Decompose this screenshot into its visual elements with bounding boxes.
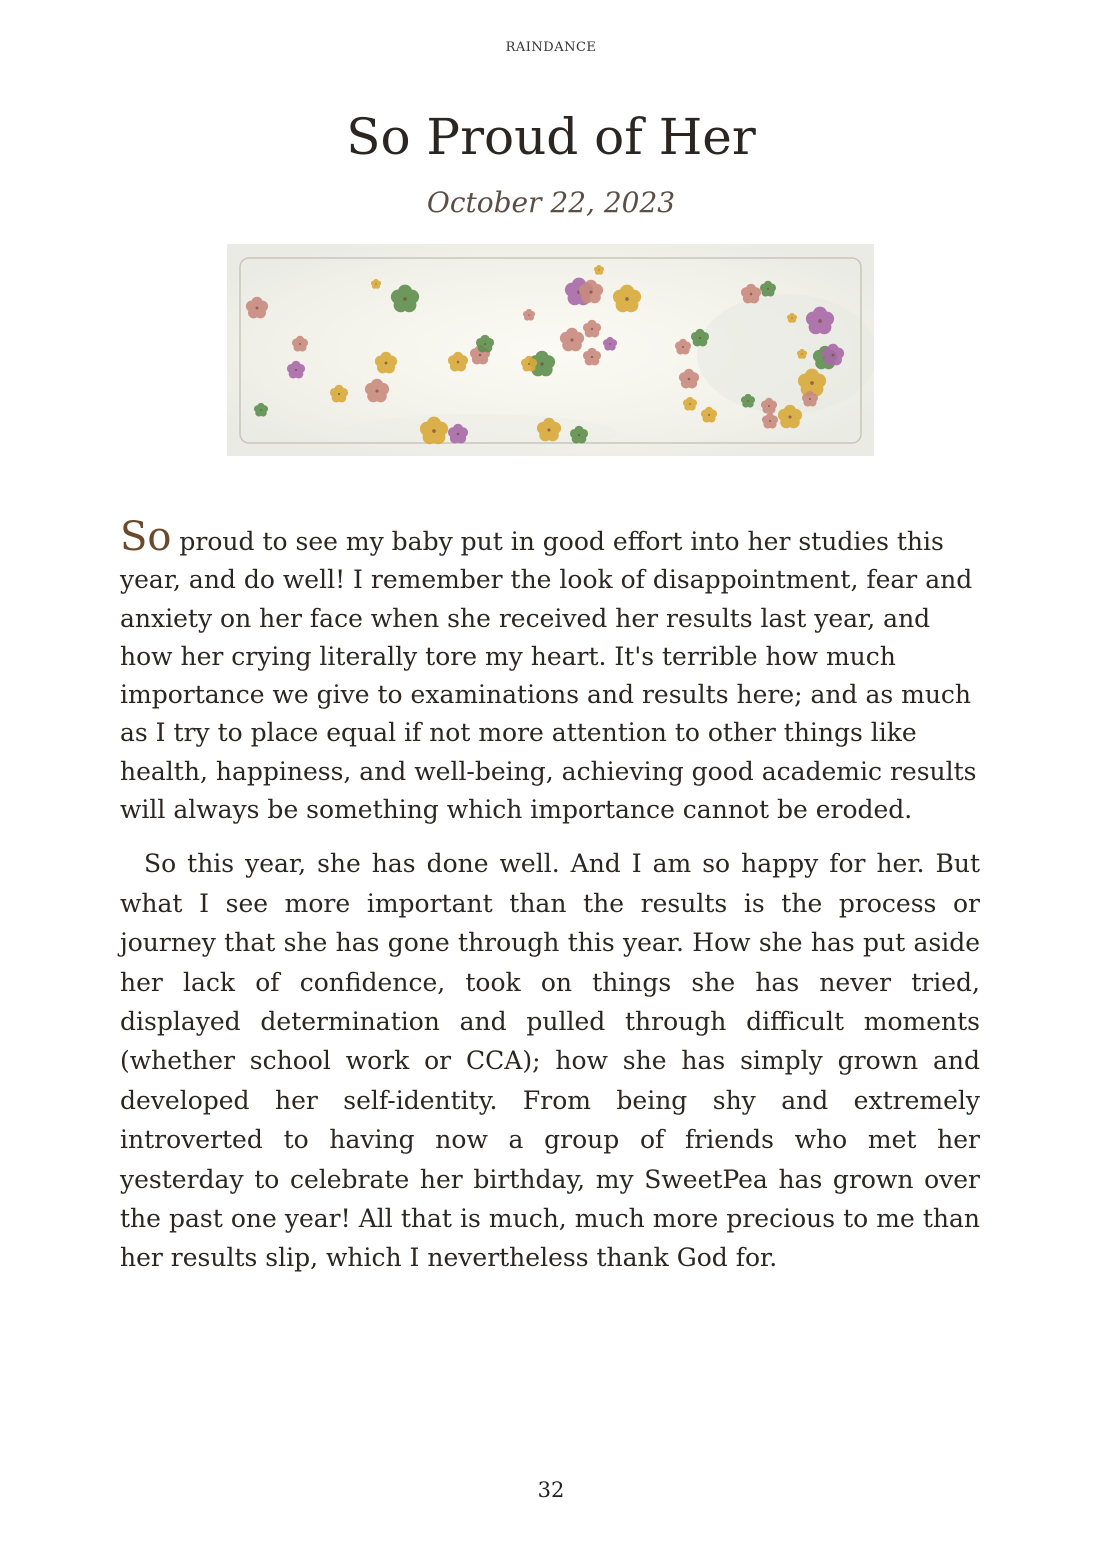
flower-center: [689, 403, 691, 405]
flower-center: [432, 429, 436, 433]
flower-center: [375, 389, 378, 392]
flower-center: [791, 317, 792, 318]
flower-center: [260, 409, 262, 411]
flower-center: [528, 363, 530, 365]
flower-center: [591, 356, 593, 358]
flower-center: [403, 297, 407, 301]
flower-center: [578, 434, 580, 436]
flower-center: [750, 293, 753, 296]
flower-center: [767, 288, 769, 290]
post-date: October 22, 2023: [426, 186, 676, 219]
flower-center: [570, 338, 573, 341]
floral-banner-image: [227, 244, 874, 456]
flower-center: [528, 314, 530, 316]
paragraph-1: [120, 514, 980, 829]
flower-center: [801, 353, 802, 354]
flower-center: [688, 378, 691, 381]
article-body: [120, 514, 980, 1278]
page-number: 32: [537, 1478, 565, 1502]
flower-center: [457, 361, 460, 364]
flower-center: [809, 398, 811, 400]
flower-center: [591, 328, 593, 330]
flower-center: [699, 337, 701, 339]
flower-center: [810, 381, 814, 385]
flower-center: [625, 297, 629, 301]
flower-center: [747, 400, 749, 402]
flower-center: [832, 354, 835, 357]
flower-center: [788, 415, 791, 418]
flower-center: [338, 393, 340, 395]
paragraph-2: So this year, she has done well. And I am so happy for her. But what I see more important than the results is the process or journey that she has gone through this year. How she has put aside her lack of confidence, took on things she has never tried, displayed determination and pulled through difficult moments (whether school work or CCA); how she has simply grown and developed her self-identity. From being shy and extremely introverted to having now a group of friends who met her yesterday to celebrate her birthday, my SweetPea has grown over the past one year! All that is much, much more precious to me than her results slip, which I nevertheless thank God for.: [120, 849, 980, 1273]
running-head: RAINDANCE: [505, 40, 597, 55]
flower-center: [484, 343, 486, 345]
flower-center: [598, 269, 599, 270]
flower-center: [299, 343, 301, 345]
flower-center: [547, 428, 550, 431]
paragraph-1-text: proud to see my baby put in good effort into her studies this year, and do well! I remember the look of disappointment, fear and anxiety on her face when she received her results last year, and how her crying literally tore my heart. It's terrible how much importance we give to examinations and results here; and as much as I try to place equal if not more attention to other things like health, happiness, and well-being, achieving good academic results will always be something which importance cannot be eroded.: [120, 527, 977, 825]
flower-center: [540, 362, 543, 365]
flower-center: [385, 362, 388, 365]
flower-center: [457, 433, 460, 436]
page-title: So Proud of Her: [346, 108, 756, 166]
flower-center: [375, 283, 376, 284]
flower-center: [256, 307, 259, 310]
flower-center: [589, 290, 592, 293]
flower-center: [295, 369, 297, 371]
flower-center: [708, 414, 710, 416]
flower-center: [609, 343, 611, 345]
drop-cap: So: [120, 514, 172, 560]
flower-center: [768, 405, 770, 407]
flower-center: [769, 420, 771, 422]
flower-center: [682, 346, 684, 348]
flower-center: [479, 354, 482, 357]
flower-center: [818, 319, 822, 323]
